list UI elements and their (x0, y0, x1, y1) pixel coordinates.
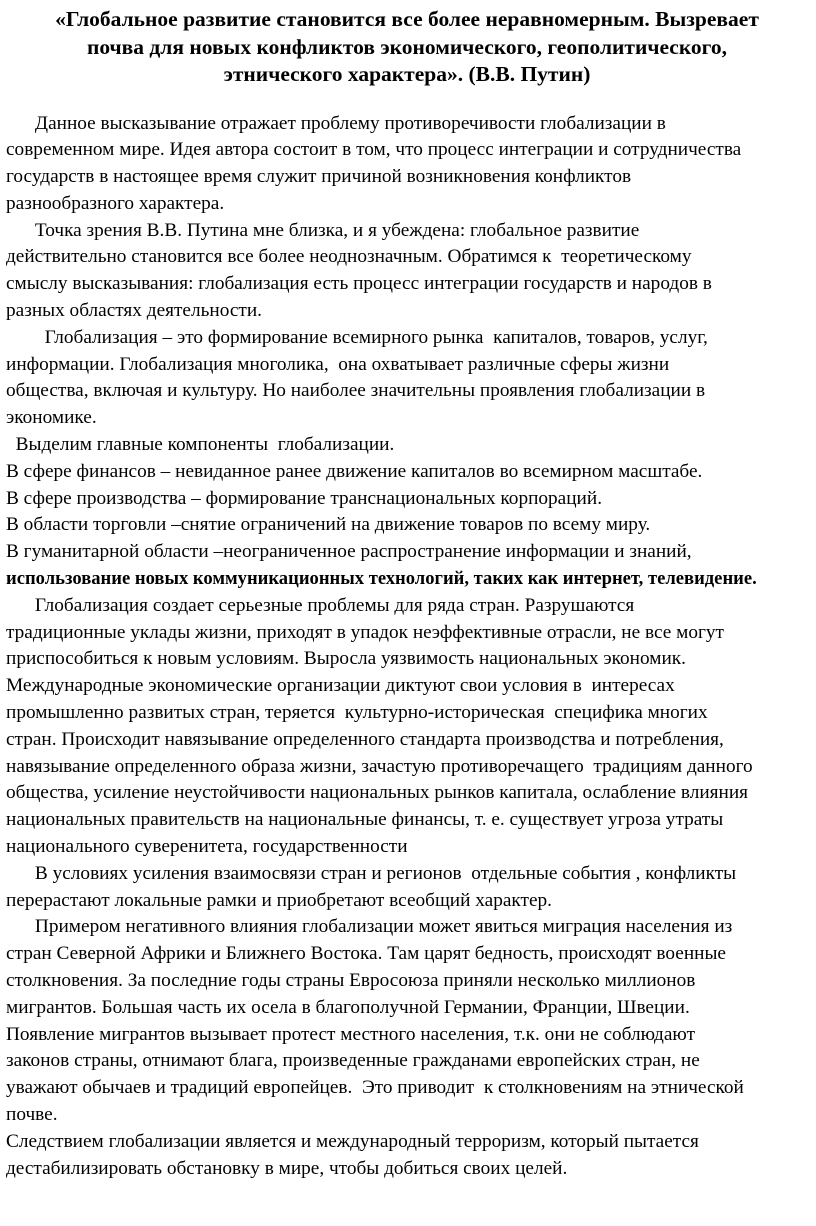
body-line: перерастают локальные рамки и приобретают всеобщий характер. (6, 889, 552, 911)
body-line: смыслу высказывания: глобализация есть процесс интеграции государств и народов в (6, 273, 712, 295)
title-line: «Глобальное развитие становится все более неравномерным. Вызревает (55, 7, 759, 31)
body-line: дестабилизировать обстановку в мире, чтобы добиться своих целей. (6, 1157, 568, 1179)
body-line: Появление мигрантов вызывает протест местного населения, т.к. они не соблюдают (6, 1023, 695, 1045)
body-line: навязывание определенного образа жизни, зачастую противоречащего традициям данного (6, 755, 753, 777)
title-line: этнического характера». (В.В. Путин) (223, 62, 591, 86)
document-body (6, 111, 808, 1183)
body-line: законов страны, отнимают блага, произведенные гражданами европейских стран, не (6, 1050, 700, 1072)
body-line: общества, включая и культуру. Но наиболее значительны проявления глобализации в (6, 380, 706, 402)
body-line: уважают обычаев и традиций европейцев. Это приводит к столкновениям на этнической (6, 1077, 744, 1099)
body-line: В гуманитарной области –неограниченное распространение информации и знаний, (6, 541, 692, 563)
body-line: национальных правительств на национальные финансы, т. е. существует угроза утраты (6, 809, 724, 831)
body-line-bold: использование новых коммуникационных технологий, таких как интернет, телевидение. (6, 568, 757, 590)
body-line: В сфере финансов – невиданное ранее движение капиталов во всемирном масштабе. (6, 460, 703, 482)
body-line: современном мире. Идея автора состоит в том, что процесс интеграции и сотрудничества (6, 139, 742, 161)
body-line: общества, усиление неустойчивости национальных рынков капитала, ослабление влияния (6, 782, 749, 804)
body-line: стран. Происходит навязывание определенного стандарта производства и потребления, (6, 728, 724, 750)
body-line: Международные экономические организации диктуют свои условия в интересах (6, 675, 675, 697)
body-line: В условиях усиления взаимосвязи стран и регионов отдельные события , конфликты (6, 862, 737, 884)
body-line: Следствием глобализации является и международный терроризм, который пытается (6, 1130, 699, 1152)
body-line: почве. (6, 1103, 58, 1125)
body-line: действительно становится все более неоднозначным. Обратимся к теоретическому (6, 246, 692, 268)
body-line: разных областях деятельности. (6, 300, 262, 322)
body-line: приспособиться к новым условиям. Выросла уязвимость национальных экономик. (6, 648, 686, 670)
body-line: промышленно развитых стран, теряется культурно-историческая специфика многих (6, 702, 708, 724)
title-line: почва для новых конфликтов экономического, геополитического, (86, 34, 728, 59)
body-line: стран Северной Африки и Ближнего Востока. Там царят бедность, происходят военные (6, 943, 726, 965)
body-line: экономике. (6, 407, 97, 429)
body-line: Точка зрения В.В. Путина мне близка, и я убеждена: глобальное развитие (6, 219, 640, 241)
body-line: государств в настоящее время служит причиной возникновения конфликтов (6, 166, 632, 188)
body-line: Примером негативного влияния глобализации может явиться миграция населения из (6, 916, 733, 938)
body-line: Данное высказывание отражает проблему противоречивости глобализации в (6, 112, 666, 134)
body-line: национального суверенитета, государственности (6, 836, 408, 858)
body-line: Глобализация создает серьезные проблемы для ряда стран. Разрушаются (6, 594, 635, 616)
body-line: Глобализация – это формирование всемирного рынка капиталов, товаров, услуг, (6, 326, 708, 348)
body-line: В сфере производства – формирование транснациональных корпораций. (6, 487, 603, 509)
body-line: В области торговли –снятие ограничений на движение товаров по всему миру. (6, 514, 651, 536)
body-line: разнообразного характера. (6, 192, 225, 214)
body-line: информации. Глобализация многолика, она охватывает различные сферы жизни (6, 353, 670, 375)
body-line: традиционные уклады жизни, приходят в упадок неэффективные отрасли, не все могут (6, 621, 724, 643)
body-line: столкновения. За последние годы страны Евросоюза приняли несколько миллионов (6, 970, 696, 991)
body-line: мигрантов. Большая часть их осела в благополучной Германии, Франции, Швеции. (6, 996, 690, 1018)
body-line: Выделим главные компоненты глобализации. (6, 434, 395, 456)
document-title (6, 6, 808, 89)
